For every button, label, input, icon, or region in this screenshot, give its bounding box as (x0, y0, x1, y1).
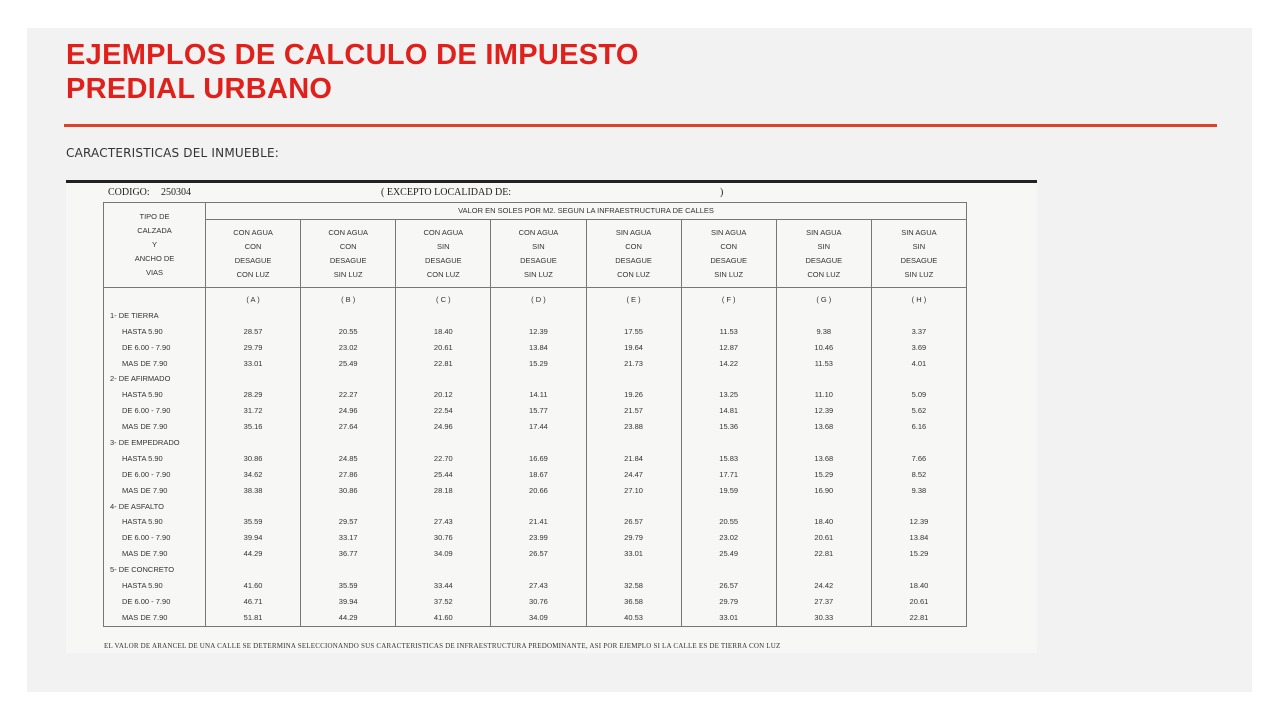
table-cell: 21.57 (624, 406, 643, 416)
column-header-line: SIN (437, 241, 450, 251)
table-cell: 25.49 (719, 549, 739, 559)
table-cell: 3.37 (911, 326, 927, 336)
title-line-1: EJEMPLOS DE CALCULO DE IMPUESTO (66, 39, 639, 71)
table-cell: 29.79 (624, 533, 643, 543)
section-spacer (396, 435, 490, 451)
column-header-line: CON AGUA (328, 227, 368, 237)
column-header-line: SIN LUZ (714, 269, 744, 279)
row-header-line: TIPO DE (139, 212, 170, 221)
table-cell: 11.10 (814, 390, 833, 400)
table-cell: 19.26 (624, 390, 643, 400)
table-cell: 14.22 (719, 358, 739, 368)
column-header-line: CON AGUA (423, 227, 464, 237)
section-spacer (206, 371, 300, 387)
section-spacer (587, 308, 681, 324)
row-header-line: VIAS (145, 268, 164, 277)
table-cell: 20.55 (719, 517, 739, 527)
table-cell: 23.02 (719, 533, 739, 543)
table-cell: 23.88 (624, 422, 643, 432)
table-cell: 29.79 (243, 342, 263, 352)
table-cell: 33.44 (433, 581, 453, 591)
tariff-table (103, 202, 967, 627)
table-cell: 7.66 (911, 453, 927, 463)
section-label: 2- DE AFIRMADO (110, 374, 171, 384)
row-header-line: CALZADA (137, 226, 172, 235)
table-cell: 28.29 (243, 390, 263, 400)
section-spacer (872, 562, 966, 578)
section-spacer (777, 371, 871, 387)
letter-spacer (104, 292, 205, 308)
value-column (776, 288, 871, 627)
row-header-line: ANCHO DE (134, 254, 175, 263)
table-cell: 14.81 (719, 406, 739, 416)
width-range-label: MAS DE 7.90 (122, 612, 168, 622)
table-cell: 22.27 (338, 390, 358, 400)
table-cell: 24.42 (814, 581, 834, 591)
table-cell: 13.84 (529, 342, 548, 352)
slide-title (66, 38, 639, 106)
width-range-label: MAS DE 7.90 (122, 358, 168, 368)
width-range-label: HASTA 5.90 (122, 581, 163, 591)
section-spacer (491, 562, 585, 578)
table-cell: 24.96 (433, 422, 453, 432)
column-header (396, 220, 491, 288)
value-column (681, 288, 776, 627)
section-spacer (301, 371, 395, 387)
column-letter: ( H ) (911, 295, 927, 304)
column-header-line: SIN AGUA (710, 227, 747, 237)
section-spacer (206, 499, 300, 515)
width-range-label: HASTA 5.90 (122, 453, 163, 463)
code-label: CODIGO: (108, 187, 150, 198)
table-cell: 24.96 (338, 406, 358, 416)
table-cell: 30.86 (338, 485, 358, 495)
table-cell: 21.41 (529, 517, 548, 527)
section-spacer (301, 308, 395, 324)
table-cell: 21.84 (624, 453, 643, 463)
table-cell: 11.53 (814, 358, 833, 368)
table-cell: 18.40 (814, 517, 834, 527)
table-cell: 27.37 (814, 596, 834, 606)
section-spacer (396, 562, 490, 578)
width-range-label: DE 6.00 - 7.90 (122, 406, 171, 416)
table-cell: 34.09 (529, 612, 548, 622)
width-range-label: DE 6.00 - 7.90 (122, 469, 171, 479)
table-cell: 15.77 (529, 406, 548, 416)
table-cell: 17.55 (624, 326, 643, 336)
section-spacer (587, 371, 681, 387)
table-cell: 10.46 (814, 342, 834, 352)
width-range-label: MAS DE 7.90 (122, 422, 168, 432)
table-cell: 13.68 (814, 453, 834, 463)
section-spacer (682, 435, 776, 451)
table-cell: 25.49 (338, 358, 358, 368)
column-header-line: DESAGUE (615, 255, 652, 265)
table-cell: 19.59 (719, 485, 739, 495)
title-underline (64, 124, 1217, 127)
table-cell: 40.53 (624, 612, 643, 622)
column-header-line: DESAGUE (520, 255, 557, 265)
table-cell: 22.70 (433, 453, 453, 463)
table-cell: 23.99 (529, 533, 548, 543)
table-cell: 8.52 (911, 469, 927, 479)
column-header-line: SIN (912, 241, 926, 251)
super-header: VALOR EN SOLES POR M2. SEGUN LA INFRAESTRUCTURA DE CALLES (206, 203, 967, 220)
width-range-label: HASTA 5.90 (122, 517, 163, 527)
table-cell: 41.60 (433, 612, 453, 622)
table-cell: 36.77 (338, 549, 358, 559)
table-cell: 31.72 (243, 406, 263, 416)
column-header-line: CON (244, 241, 262, 251)
table-cell: 9.38 (816, 326, 832, 336)
table-cell: 34.62 (243, 469, 263, 479)
table-cell: 3.69 (911, 342, 927, 352)
column-header-line: SIN LUZ (333, 269, 363, 279)
table-cell: 26.57 (624, 517, 643, 527)
table-cell: 18.40 (433, 326, 453, 336)
table-cell: 12.87 (719, 342, 739, 352)
table-cell: 28.57 (243, 326, 263, 336)
table-cell: 6.16 (911, 422, 927, 432)
section-spacer (872, 499, 966, 515)
table-cell: 15.36 (719, 422, 739, 432)
section-spacer (301, 562, 395, 578)
table-cell: 22.81 (433, 358, 453, 368)
table-cell: 21.73 (624, 358, 643, 368)
table-cell: 29.79 (719, 596, 739, 606)
table-cell: 27.64 (338, 422, 358, 432)
table-cell: 5.09 (911, 390, 927, 400)
section-spacer (396, 499, 490, 515)
table-cell: 18.67 (529, 469, 548, 479)
row-header-line: Y (151, 240, 157, 249)
section-label: 3- DE EMPEDRADO (110, 438, 180, 448)
column-header (301, 220, 396, 288)
table-cell: 30.33 (814, 612, 834, 622)
table-cell: 37.52 (433, 596, 453, 606)
column-letter: ( D ) (531, 295, 546, 304)
column-letter: ( B ) (341, 295, 356, 304)
table-cell: 22.81 (814, 549, 834, 559)
column-letter: ( G ) (816, 295, 832, 304)
table-cell: 9.38 (911, 485, 927, 495)
column-header-line: CON AGUA (518, 227, 559, 237)
section-spacer (682, 499, 776, 515)
section-label: 5- DE CONCRETO (110, 565, 175, 575)
table-cell: 15.29 (909, 549, 929, 559)
table-cell: 27.10 (624, 485, 643, 495)
section-spacer (491, 435, 585, 451)
table-cell: 12.39 (909, 517, 929, 527)
column-header (681, 220, 776, 288)
width-range-label: DE 6.00 - 7.90 (122, 342, 171, 352)
section-spacer (396, 371, 490, 387)
width-range-label: DE 6.00 - 7.90 (122, 533, 171, 543)
column-header (776, 220, 871, 288)
table-cell: 20.55 (338, 326, 358, 336)
exception-close: ) (720, 187, 724, 198)
section-spacer (872, 371, 966, 387)
slide-subtitle: CARACTERISTICAS DEL INMUEBLE: (66, 146, 280, 160)
width-range-label: DE 6.00 - 7.90 (122, 596, 171, 606)
table-cell: 30.76 (433, 533, 453, 543)
table-cell: 51.81 (243, 612, 263, 622)
section-spacer (491, 308, 585, 324)
table-cell: 22.54 (433, 406, 453, 416)
column-header-line: SIN (817, 241, 831, 251)
value-column (871, 288, 966, 627)
table-cell: 33.17 (338, 533, 358, 543)
table-cell: 4.01 (911, 358, 927, 368)
table-cell: 16.90 (814, 485, 834, 495)
column-header-line: DESAGUE (900, 255, 938, 265)
section-label: 1- DE TIERRA (110, 310, 159, 320)
section-spacer (682, 562, 776, 578)
width-range-label: HASTA 5.90 (122, 390, 163, 400)
table-cell: 35.59 (243, 517, 263, 527)
row-header-cell (104, 203, 206, 288)
column-header-line: SIN LUZ (904, 269, 934, 279)
section-spacer (206, 435, 300, 451)
table-cell: 14.11 (529, 390, 548, 400)
table-cell: 13.68 (814, 422, 834, 432)
value-column (301, 288, 396, 627)
column-letter: ( A ) (246, 295, 260, 304)
table-cell: 17.71 (719, 469, 739, 479)
section-spacer (206, 308, 300, 324)
table-cell: 30.76 (529, 596, 548, 606)
column-header-line: SIN LUZ (524, 269, 553, 279)
section-spacer (301, 435, 395, 451)
width-range-label: HASTA 5.90 (122, 326, 163, 336)
column-header-line: DESAGUE (710, 255, 748, 265)
table-cell: 36.58 (624, 596, 643, 606)
column-header (871, 220, 966, 288)
table-cell: 46.71 (243, 596, 263, 606)
table-cell: 39.94 (243, 533, 263, 543)
table-cell: 20.12 (433, 390, 453, 400)
table-cell: 16.69 (529, 453, 548, 463)
column-header (586, 220, 681, 288)
section-spacer (491, 371, 585, 387)
table-cell: 13.25 (719, 390, 739, 400)
section-spacer (777, 562, 871, 578)
scanned-tariff-table (66, 180, 1037, 653)
table-cell: 24.47 (624, 469, 643, 479)
column-header-line: CON (720, 241, 738, 251)
section-spacer (872, 308, 966, 324)
column-header-line: CON (625, 241, 642, 251)
table-body-row (104, 288, 967, 627)
value-column (491, 288, 586, 627)
table-cell: 18.40 (909, 581, 929, 591)
table-cell: 15.29 (529, 358, 548, 368)
table-cell: 32.58 (624, 581, 643, 591)
column-header-line: DESAGUE (234, 255, 272, 265)
table-cell: 26.57 (529, 549, 548, 559)
value-column (206, 288, 301, 627)
section-spacer (301, 499, 395, 515)
table-cell: 44.29 (338, 612, 358, 622)
column-header-line: CON AGUA (233, 227, 273, 237)
section-spacer (396, 308, 490, 324)
table-cell: 12.39 (529, 326, 548, 336)
table-cell: 26.57 (719, 581, 739, 591)
table-cell: 27.43 (433, 517, 453, 527)
section-spacer (777, 435, 871, 451)
title-line-2: PREDIAL URBANO (66, 73, 333, 105)
section-spacer (682, 371, 776, 387)
table-cell: 39.94 (338, 596, 358, 606)
table-cell: 13.84 (909, 533, 929, 543)
table-cell: 20.66 (529, 485, 548, 495)
table-cell: 35.16 (243, 422, 263, 432)
section-spacer (872, 435, 966, 451)
table-cell: 20.61 (909, 596, 929, 606)
section-spacer (777, 308, 871, 324)
scan-top-line (66, 180, 1037, 183)
table-cell: 19.64 (624, 342, 643, 352)
column-header-line: SIN AGUA (806, 227, 842, 237)
table-cell: 22.81 (909, 612, 929, 622)
column-header-line: SIN AGUA (901, 227, 937, 237)
section-spacer (682, 308, 776, 324)
column-header-line: CON (339, 241, 357, 251)
table-cell: 34.09 (433, 549, 453, 559)
table-cell: 24.85 (338, 453, 358, 463)
column-letter: ( C ) (436, 295, 451, 304)
table-cell: 5.62 (911, 406, 927, 416)
column-header-line: CON LUZ (807, 269, 841, 279)
value-column (396, 288, 491, 627)
column-header-line: DESAGUE (805, 255, 843, 265)
table-cell: 11.53 (719, 326, 738, 336)
width-range-label: MAS DE 7.90 (122, 549, 168, 559)
column-header-line: CON LUZ (236, 269, 270, 279)
column-header-line: DESAGUE (424, 255, 462, 265)
section-spacer (206, 562, 300, 578)
column-header-line: CON LUZ (426, 269, 460, 279)
section-spacer (777, 499, 871, 515)
column-header-line: SIN (532, 241, 545, 251)
table-cell: 33.01 (243, 358, 263, 368)
column-header-line: SIN AGUA (615, 227, 652, 237)
table-cell: 12.39 (814, 406, 834, 416)
table-cell: 35.59 (338, 581, 358, 591)
column-header (491, 220, 586, 288)
table-cell: 17.44 (529, 422, 548, 432)
section-label: 4- DE ASFALTO (110, 501, 164, 511)
column-letter: ( F ) (721, 295, 736, 304)
table-cell: 41.60 (243, 581, 263, 591)
table-cell: 15.29 (814, 469, 834, 479)
label-column (104, 288, 206, 627)
table-cell: 44.29 (243, 549, 263, 559)
table-cell: 15.83 (719, 453, 739, 463)
table-cell: 27.43 (529, 581, 548, 591)
column-header (206, 220, 301, 288)
table-cell: 23.02 (338, 342, 358, 352)
column-letter: ( E ) (626, 295, 641, 304)
width-range-label: MAS DE 7.90 (122, 485, 168, 495)
table-cell: 29.57 (338, 517, 358, 527)
section-spacer (587, 562, 681, 578)
column-header-line: CON LUZ (617, 269, 651, 279)
code-value: 250304 (161, 187, 191, 198)
table-cell: 38.38 (243, 485, 263, 495)
section-spacer (491, 499, 585, 515)
footnote: EL VALOR DE ARANCEL DE UNA CALLE SE DETERMINA SELECCIONANDO SUS CARACTERISTICAS DE INFRAESTRUCTURA PREDOMINANTE, ASI POR EJEMPLO SI LA CALLE ES DE TIERRA CON LUZ (104, 642, 781, 650)
table-cell: 25.44 (433, 469, 453, 479)
table-cell: 20.61 (433, 342, 453, 352)
table-cell: 20.61 (814, 533, 834, 543)
table-cell: 33.01 (624, 549, 643, 559)
table-cell: 33.01 (719, 612, 739, 622)
table-cell: 30.86 (243, 453, 263, 463)
column-header-line: DESAGUE (329, 255, 367, 265)
value-column (586, 288, 681, 627)
section-spacer (587, 435, 681, 451)
table-cell: 27.86 (338, 469, 358, 479)
table-cell: 28.18 (433, 485, 453, 495)
exception-label: ( EXCEPTO LOCALIDAD DE: (381, 187, 512, 198)
section-spacer (587, 499, 681, 515)
